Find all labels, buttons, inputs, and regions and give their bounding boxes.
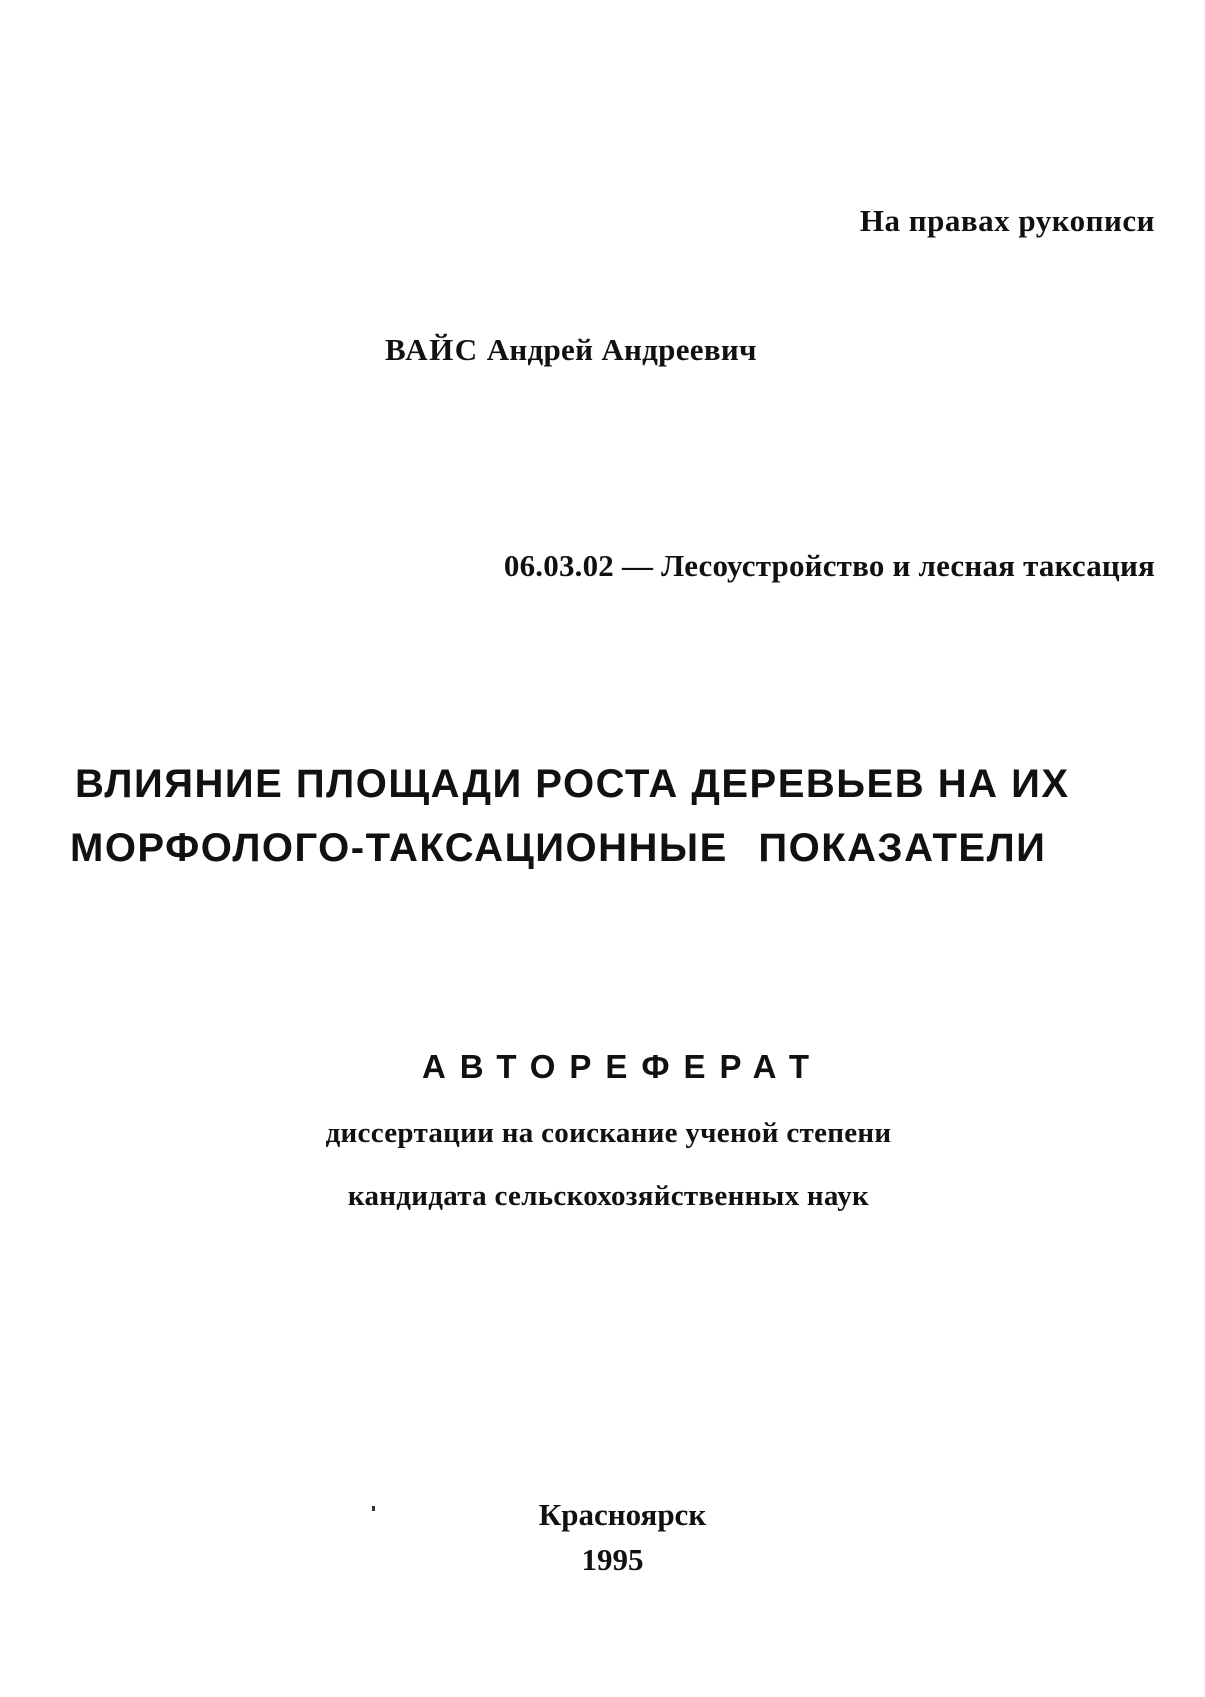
publication-city: Красноярск <box>538 1497 707 1532</box>
author-surname: ВАЙС <box>385 332 479 367</box>
dissertation-title-line-1: ВЛИЯНИЕ ПЛОЩАДИ РОСТА ДЕРЕВЬЕВ НА ИХ <box>75 762 1070 806</box>
abstract-subtitle-line-1: диссертации на соискание ученой степени <box>325 1117 892 1149</box>
abstract-heading: АВТОРЕФЕРАТ <box>421 1048 824 1085</box>
publication-year: 1995 <box>581 1542 644 1577</box>
dissertation-title-line-2: МОРФОЛОГО-ТАКСАЦИОННЫЕ ПОКАЗАТЕЛИ <box>70 826 1047 870</box>
author-name <box>385 332 757 368</box>
rights-notice: На правах рукописи <box>859 203 1155 238</box>
author-given-names: Андрей Андреевич <box>486 332 757 367</box>
specialty-code: 06.03.02 — Лесоустройство и лесная таксация <box>503 548 1155 583</box>
abstract-subtitle-line-2: кандидата сельскохозяйственных наук <box>347 1180 870 1212</box>
